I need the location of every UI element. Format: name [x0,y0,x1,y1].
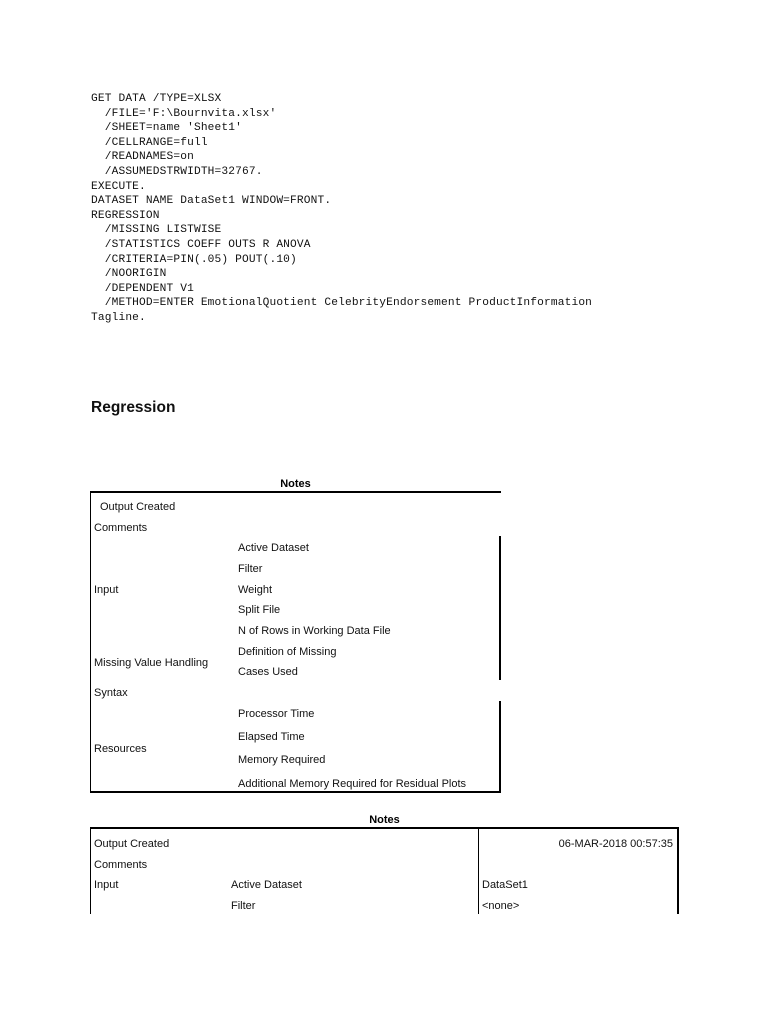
row-item-definition-of-missing: Definition of Missing [238,646,337,658]
regression-heading: Regression [91,399,176,416]
table-rule-top [90,491,501,493]
row-header-syntax: Syntax [94,687,128,699]
syntax-line: /FILE='F:\Bournvita.xlsx' [91,107,277,120]
syntax-line: GET DATA /TYPE=XLSX [91,93,222,105]
row-header-comments: Comments [94,522,148,534]
row-item-elapsed-time: Elapsed Time [238,731,305,743]
value-output-created: 06-MAR-2018 00:57:35 [558,838,673,850]
row-header-input: Input [94,879,119,891]
value-active-dataset: DataSet1 [482,879,528,891]
row-item-filter: Filter [238,563,263,575]
row-item-filter: Filter [231,900,256,912]
syntax-line: /READNAMES=on [91,151,194,164]
syntax-line: /ASSUMEDSTRWIDTH=32767. [91,165,263,178]
syntax-line: EXECUTE. [91,180,146,193]
row-header-output-created: Output Created [94,838,170,850]
notes-table-2-title: Notes [369,814,400,826]
syntax-block [91,92,592,326]
syntax-line: /MISSING LISTWISE [91,224,222,237]
notes-table-1-title: Notes [280,478,311,490]
syntax-line: /NOORIGIN [91,268,167,281]
row-item-weight: Weight [238,584,273,596]
syntax-line: /DEPENDENT V1 [91,282,194,295]
row-item-cases-used: Cases Used [238,666,298,678]
row-item-split-file: Split File [238,604,281,616]
syntax-line: /CRITERIA=PIN(.05) POUT(.10) [91,253,297,266]
row-item-processor-time: Processor Time [238,708,315,720]
table-rule-top [90,827,679,829]
syntax-line: REGRESSION [91,209,160,222]
table-border-left [90,491,91,793]
row-item-n-rows: N of Rows in Working Data File [238,625,391,637]
row-header-output-created: Output Created [100,501,176,513]
syntax-line: /CELLRANGE=full [91,136,208,149]
row-header-comments: Comments [94,859,148,871]
syntax-line: /METHOD=ENTER EmotionalQuotient CelebrityEndorsement ProductInformation [91,297,593,310]
table-border-right [677,827,679,914]
row-item-memory-required: Memory Required [238,754,326,766]
syntax-line: Tagline. [91,311,146,324]
row-header-input: Input [94,584,119,596]
syntax-line: /STATISTICS COEFF OUTS R ANOVA [91,238,311,251]
syntax-line: /SHEET=name 'Sheet1' [91,122,242,135]
row-header-missing-value-handling: Missing Value Handling [94,657,209,669]
row-header-resources: Resources [94,743,147,755]
row-item-additional-memory: Additional Memory Required for Residual Plots [238,778,467,790]
table-divider [499,536,501,680]
row-item-active-dataset: Active Dataset [231,879,302,891]
table-rule-bottom [90,791,501,793]
row-item-active-dataset: Active Dataset [238,542,309,554]
table-divider [478,827,479,914]
syntax-line: DATASET NAME DataSet1 WINDOW=FRONT. [91,195,332,208]
value-filter: <none> [482,900,520,912]
table-divider [499,701,501,793]
table-border-left [90,827,91,914]
